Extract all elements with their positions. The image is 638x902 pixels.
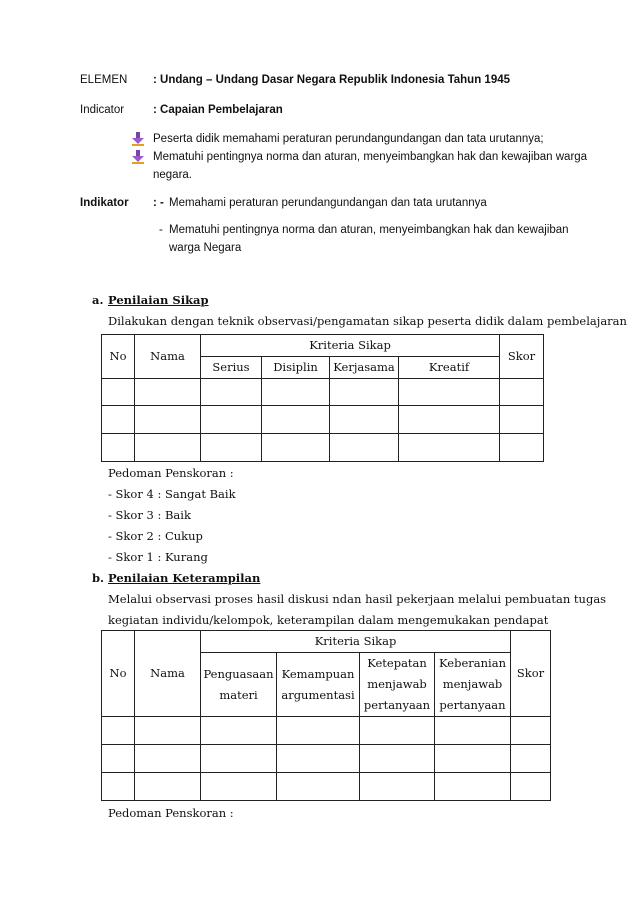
table-cell[interactable] xyxy=(135,773,201,801)
table-cell[interactable] xyxy=(201,745,277,773)
table-cell[interactable] xyxy=(399,379,500,406)
table-cell[interactable] xyxy=(500,434,544,462)
col-header-nama: Nama xyxy=(135,335,201,379)
table-cell[interactable] xyxy=(435,717,511,745)
elemen-label: ELEMEN xyxy=(80,74,128,86)
table-row xyxy=(102,745,551,773)
group-header-kriteria: Kriteria Sikap xyxy=(201,631,511,653)
guide-item-text: Skor 1 : Kurang xyxy=(115,550,208,564)
table-cell[interactable] xyxy=(201,717,277,745)
col-header-kemampuan-argumentasi: Kemampuan argumentasi xyxy=(277,653,360,717)
table-cell[interactable] xyxy=(277,773,360,801)
bullet-arrow-icon xyxy=(131,132,145,146)
indikator-second-line2: warga Negara xyxy=(169,242,242,254)
table-cell[interactable] xyxy=(135,717,201,745)
col-header-skor: Skor xyxy=(500,335,544,379)
cp-bullet-2: Mematuhi pentingnya norma dan aturan, menyeimbangkan hak dan kewajiban warga xyxy=(153,151,588,163)
table-cell[interactable] xyxy=(135,379,201,406)
table-row xyxy=(102,717,551,745)
section-a-title: Penilaian Sikap xyxy=(108,293,209,307)
indikator-second-dash: - xyxy=(159,224,163,236)
table-cell[interactable] xyxy=(360,745,435,773)
table-cell[interactable] xyxy=(360,717,435,745)
table-cell[interactable] xyxy=(330,406,399,434)
section-b-title: Penilaian Keterampilan xyxy=(108,571,261,585)
indicator-value: : Capaian Pembelajaran xyxy=(153,104,283,116)
table-cell[interactable] xyxy=(102,773,135,801)
sikap-table xyxy=(101,334,544,462)
table-cell[interactable] xyxy=(102,379,135,406)
table-cell[interactable] xyxy=(135,745,201,773)
col-header-penguasaan-materi: Penguasaan materi xyxy=(201,653,277,717)
table-cell[interactable] xyxy=(102,717,135,745)
col-header-nama: Nama xyxy=(135,631,201,717)
table-cell[interactable] xyxy=(500,379,544,406)
indikator-prefix: : - xyxy=(153,197,164,209)
section-b-description-2: kegiatan individu/kelompok, keterampilan dalam mengemukakan pendapat xyxy=(108,613,549,627)
table-cell[interactable] xyxy=(102,406,135,434)
table-cell[interactable] xyxy=(330,434,399,462)
bullet-arrow-icon xyxy=(131,150,145,164)
table-cell[interactable] xyxy=(511,717,551,745)
guide-item: - Skor 1 : Kurang xyxy=(108,550,208,564)
guide-item: - Skor 2 : Cukup xyxy=(108,529,203,543)
table-cell[interactable] xyxy=(399,406,500,434)
section-b-description-1: Melalui observasi proses hasil diskusi ndan hasil pekerjaan melalui pembuatan tugas xyxy=(108,592,607,606)
col-header-kreatif: Kreatif xyxy=(399,357,500,379)
table-row xyxy=(102,434,544,462)
section-a-marker: a. xyxy=(92,293,104,307)
col-header-no: No xyxy=(102,631,135,717)
indikator-first: Memahami peraturan perundangundangan dan tata urutannya xyxy=(169,197,487,209)
group-header-kriteria: Kriteria Sikap xyxy=(201,335,500,357)
table-cell[interactable] xyxy=(262,379,330,406)
table-cell[interactable] xyxy=(330,379,399,406)
table-cell[interactable] xyxy=(399,434,500,462)
guide-item: - Skor 4 : Sangat Baik xyxy=(108,487,236,501)
col-header-kerjasama: Kerjasama xyxy=(330,357,399,379)
indicator-label: Indicator xyxy=(80,104,125,116)
section-b-marker: b. xyxy=(92,571,105,585)
col-header-serius: Serius xyxy=(201,357,262,379)
table-cell[interactable] xyxy=(201,406,262,434)
indikator-second-line1: Mematuhi pentingnya norma dan aturan, menyeimbangkan hak dan kewajiban xyxy=(169,224,569,236)
table-cell[interactable] xyxy=(135,406,201,434)
indikator-label: Indikator xyxy=(80,197,129,209)
cp-bullet-1: Peserta didik memahami peraturan perundangundangan dan tata urutannya; xyxy=(153,133,544,145)
col-header-skor: Skor xyxy=(511,631,551,717)
section-b-guide-title: Pedoman Penskoran : xyxy=(108,806,234,820)
cp-bullet-2-cont: negara. xyxy=(153,169,193,181)
guide-item: - Skor 3 : Baik xyxy=(108,508,191,522)
table-cell[interactable] xyxy=(262,434,330,462)
elemen-value: : Undang – Undang Dasar Negara Republik Indonesia Tahun 1945 xyxy=(153,74,510,86)
section-a-description: Dilakukan dengan teknik observasi/pengamatan sikap peserta didik dalam pembelajaran xyxy=(108,314,627,328)
table-cell[interactable] xyxy=(135,434,201,462)
table-cell[interactable] xyxy=(435,745,511,773)
table-cell[interactable] xyxy=(277,717,360,745)
col-header-disiplin: Disiplin xyxy=(262,357,330,379)
keterampilan-table xyxy=(101,630,551,801)
col-header-no: No xyxy=(102,335,135,379)
table-cell[interactable] xyxy=(277,745,360,773)
section-a-guide-title: Pedoman Penskoran : xyxy=(108,466,234,480)
table-cell[interactable] xyxy=(201,773,277,801)
table-row xyxy=(102,773,551,801)
col-header-keberanian-menjawab: Keberanian menjawab pertanyaan xyxy=(435,653,511,717)
guide-item-text: Skor 3 : Baik xyxy=(115,508,191,522)
guide-item-text: Skor 4 : Sangat Baik xyxy=(115,487,236,501)
table-cell[interactable] xyxy=(360,773,435,801)
table-cell[interactable] xyxy=(201,379,262,406)
table-cell[interactable] xyxy=(201,434,262,462)
table-cell[interactable] xyxy=(500,406,544,434)
col-header-ketepatan-menjawab: Ketepatan menjawab pertanyaan xyxy=(360,653,435,717)
table-cell[interactable] xyxy=(262,406,330,434)
table-cell[interactable] xyxy=(511,745,551,773)
table-row xyxy=(102,379,544,406)
table-row xyxy=(102,406,544,434)
table-cell[interactable] xyxy=(435,773,511,801)
guide-item-text: Skor 2 : Cukup xyxy=(115,529,203,543)
table-cell[interactable] xyxy=(102,434,135,462)
table-cell[interactable] xyxy=(102,745,135,773)
table-cell[interactable] xyxy=(511,773,551,801)
